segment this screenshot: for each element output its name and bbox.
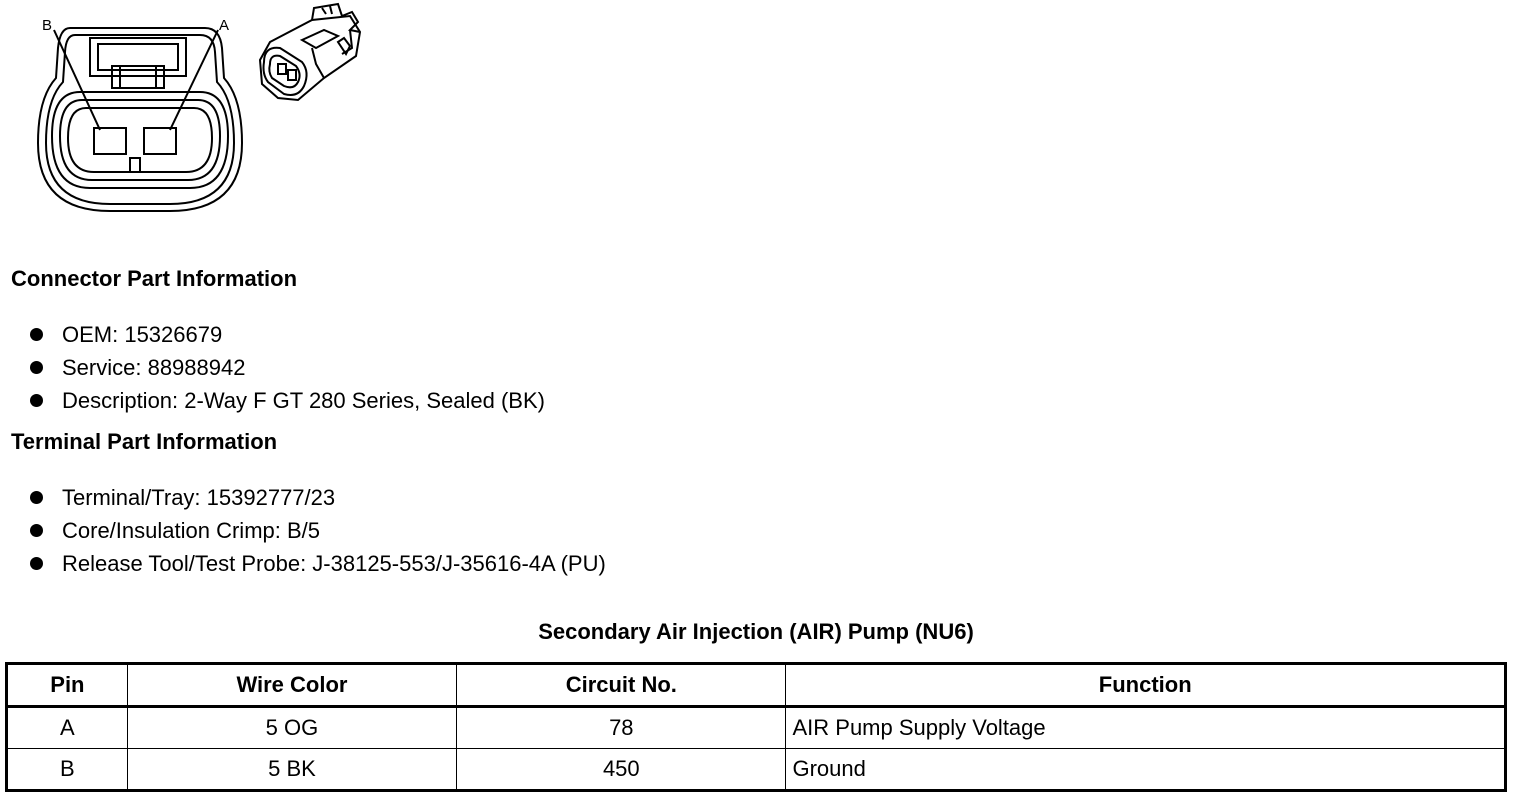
list-item [28, 514, 606, 547]
table-row [7, 707, 1506, 749]
column-header-pin: Pin [7, 664, 128, 707]
list-item [28, 547, 606, 580]
connector-oem-text: OEM: 15326679 [62, 322, 223, 347]
pin-table-title: Secondary Air Injection (AIR) Pump (NU6) [538, 619, 974, 644]
terminal-part-info-list [28, 481, 606, 580]
cell-wire-color: 5 BK [127, 749, 456, 791]
cell-function: Ground [786, 749, 1506, 791]
pin-label-b: B [42, 17, 53, 34]
connector-service-text: Service: 88988942 [62, 355, 246, 380]
list-item [28, 318, 545, 351]
connector-part-info-list [28, 318, 545, 417]
bullet-icon [30, 557, 43, 570]
table-row [7, 749, 1506, 791]
bullet-icon [30, 328, 43, 341]
cavity-a [144, 128, 176, 154]
terminal-part-info-heading: Terminal Part Information [11, 429, 278, 454]
housing-outer-outline-inner [46, 35, 234, 204]
column-header-wire-color: Wire Color [127, 664, 456, 707]
column-header-circuit-no: Circuit No. [457, 664, 786, 707]
leader-line-b [54, 30, 100, 130]
table-header-row [7, 664, 1506, 707]
bullet-icon [30, 491, 43, 504]
keyway [130, 158, 140, 172]
connector-face-diagram [20, 8, 260, 220]
cell-function: AIR Pump Supply Voltage [786, 707, 1506, 749]
cell-circuit-no: 450 [457, 749, 786, 791]
seal-ring-outer [52, 92, 228, 188]
pin-label-a: A [219, 17, 230, 34]
connector-isometric-diagram [252, 2, 370, 106]
cell-pin: A [7, 707, 128, 749]
bullet-icon [30, 394, 43, 407]
terminal-tray-text: Terminal/Tray: 15392777/23 [62, 485, 336, 510]
housing-outer-outline [38, 28, 242, 211]
connector-description-text: Description: 2-Way F GT 280 Series, Sealed (BK) [62, 388, 545, 413]
list-item [28, 351, 545, 384]
terminal-crimp-text: Core/Insulation Crimp: B/5 [62, 518, 320, 543]
cell-circuit-no: 78 [457, 707, 786, 749]
connector-part-info-heading: Connector Part Information [11, 266, 298, 291]
bullet-icon [30, 524, 43, 537]
cell-wire-color: 5 OG [127, 707, 456, 749]
cell-pin: B [7, 749, 128, 791]
cavity-b [94, 128, 126, 154]
list-item [28, 481, 606, 514]
list-item [28, 384, 545, 417]
pin-table [5, 662, 1507, 792]
column-header-function: Function [786, 664, 1506, 707]
terminal-release-tool-text: Release Tool/Test Probe: J-38125-553/J-35616-4A (PU) [62, 551, 606, 576]
bullet-icon [30, 361, 43, 374]
